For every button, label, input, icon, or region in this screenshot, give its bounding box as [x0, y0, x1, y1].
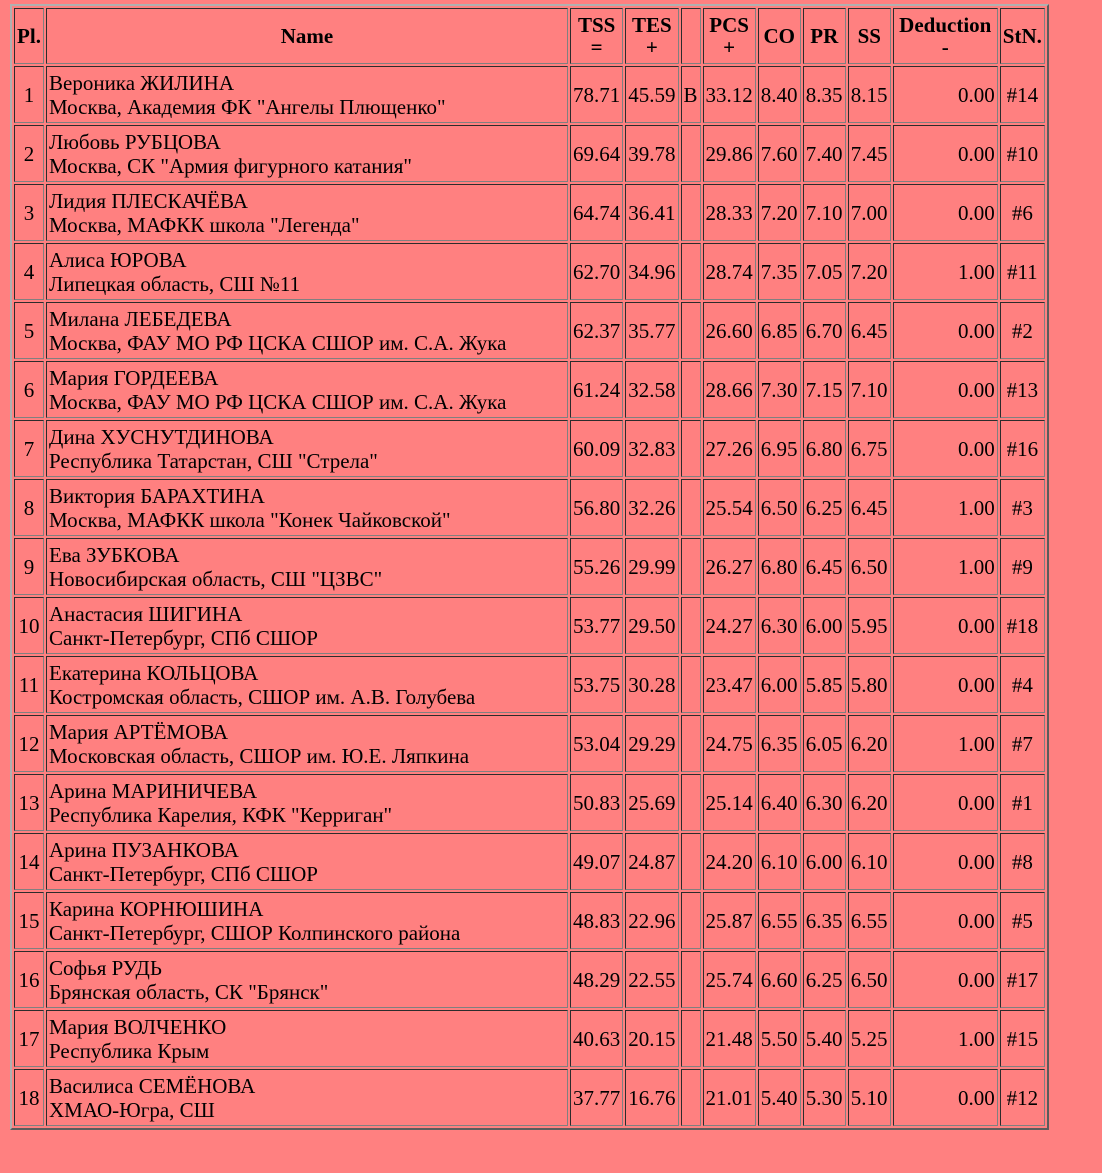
place-cell: 15 — [14, 892, 44, 949]
bonus-cell — [681, 1069, 701, 1126]
skater-club: Московская область, СШОР им. Ю.Е. Ляпкина — [49, 743, 470, 768]
deduction-cell: 0.00 — [893, 1069, 998, 1126]
start-number-cell: #5 — [1000, 892, 1045, 949]
place-cell: 5 — [14, 302, 44, 359]
tss-cell: 53.77 — [570, 597, 623, 654]
header-pcs-symbol: + — [723, 35, 736, 59]
skater-cell — [46, 302, 568, 359]
start-number-cell: #11 — [1000, 243, 1045, 300]
table-row — [14, 538, 1045, 595]
table-row — [14, 243, 1045, 300]
table-row — [14, 774, 1045, 831]
tss-cell: 40.63 — [570, 1010, 623, 1067]
pr-cell: 6.05 — [803, 715, 846, 772]
tss-cell: 37.77 — [570, 1069, 623, 1126]
place-cell: 8 — [14, 479, 44, 536]
deduction-cell: 1.00 — [893, 479, 998, 536]
co-cell: 6.35 — [758, 715, 801, 772]
tss-cell: 60.09 — [570, 420, 623, 477]
table-row — [14, 361, 1045, 418]
start-number-cell: #12 — [1000, 1069, 1045, 1126]
pcs-cell: 25.14 — [703, 774, 756, 831]
start-number-cell: #6 — [1000, 184, 1045, 241]
skater-name: Арина МАРИНИЧЕВА — [49, 778, 258, 803]
co-cell: 6.95 — [758, 420, 801, 477]
skater-cell — [46, 715, 568, 772]
start-number-cell: #18 — [1000, 597, 1045, 654]
skater-cell — [46, 1069, 568, 1126]
pr-cell: 6.25 — [803, 951, 846, 1008]
skater-club: Санкт-Петербург, СПб СШОР — [49, 625, 318, 650]
skater-name: Василиса СЕМЁНОВА — [49, 1073, 256, 1098]
table-row — [14, 1069, 1045, 1126]
tes-cell: 29.99 — [625, 538, 678, 595]
tes-cell: 32.58 — [625, 361, 678, 418]
place-cell: 11 — [14, 656, 44, 713]
deduction-cell: 0.00 — [893, 66, 998, 123]
deduction-cell: 0.00 — [893, 420, 998, 477]
pcs-cell: 28.66 — [703, 361, 756, 418]
skater-cell — [46, 243, 568, 300]
skater-name: Лидия ПЛЕСКАЧЁВА — [49, 188, 248, 213]
header-deduction — [893, 8, 998, 64]
header-deduction-label: Deduction — [899, 13, 992, 37]
tes-cell: 32.26 — [625, 479, 678, 536]
pcs-cell: 24.27 — [703, 597, 756, 654]
table-row — [14, 66, 1045, 123]
co-cell: 6.60 — [758, 951, 801, 1008]
ss-cell: 5.80 — [848, 656, 891, 713]
tes-cell: 25.69 — [625, 774, 678, 831]
pcs-cell: 25.87 — [703, 892, 756, 949]
ss-cell: 6.20 — [848, 774, 891, 831]
co-cell: 6.00 — [758, 656, 801, 713]
skater-cell — [46, 951, 568, 1008]
pcs-cell: 23.47 — [703, 656, 756, 713]
bonus-cell — [681, 479, 701, 536]
pr-cell: 6.70 — [803, 302, 846, 359]
skater-name: Екатерина КОЛЬЦОВА — [49, 660, 259, 685]
skater-name: Ева ЗУБКОВА — [49, 542, 180, 567]
tes-cell: 22.96 — [625, 892, 678, 949]
skater-club: Москва, Академия ФК "Ангелы Плющенко" — [49, 94, 446, 119]
header-stn: StN. — [1000, 8, 1045, 64]
bonus-cell — [681, 1010, 701, 1067]
pr-cell: 8.35 — [803, 66, 846, 123]
co-cell: 6.30 — [758, 597, 801, 654]
bonus-cell — [681, 302, 701, 359]
tss-cell: 49.07 — [570, 833, 623, 890]
skater-cell — [46, 479, 568, 536]
table-row — [14, 656, 1045, 713]
bonus-cell — [681, 833, 701, 890]
skater-club: Липецкая область, СШ №11 — [49, 271, 301, 296]
bonus-cell — [681, 361, 701, 418]
table-row — [14, 1010, 1045, 1067]
co-cell: 6.50 — [758, 479, 801, 536]
table-row — [14, 951, 1045, 1008]
skater-name: Милана ЛЕБЕДЕВА — [49, 306, 232, 331]
ss-cell: 6.75 — [848, 420, 891, 477]
tes-cell: 22.55 — [625, 951, 678, 1008]
place-cell: 14 — [14, 833, 44, 890]
tss-cell: 62.70 — [570, 243, 623, 300]
tss-cell: 56.80 — [570, 479, 623, 536]
tes-cell: 29.29 — [625, 715, 678, 772]
start-number-cell: #15 — [1000, 1010, 1045, 1067]
skater-cell — [46, 66, 568, 123]
skater-name: Арина ПУЗАНКОВА — [49, 837, 239, 862]
ss-cell: 6.45 — [848, 479, 891, 536]
place-cell: 17 — [14, 1010, 44, 1067]
pr-cell: 7.15 — [803, 361, 846, 418]
pr-cell: 6.45 — [803, 538, 846, 595]
co-cell: 5.50 — [758, 1010, 801, 1067]
co-cell: 6.85 — [758, 302, 801, 359]
place-cell: 4 — [14, 243, 44, 300]
place-cell: 1 — [14, 66, 44, 123]
pr-cell: 7.40 — [803, 125, 846, 182]
skater-club: Новосибирская область, СШ "ЦЗВС" — [49, 566, 383, 591]
header-tes — [625, 8, 678, 64]
pcs-cell: 29.86 — [703, 125, 756, 182]
tss-cell: 64.74 — [570, 184, 623, 241]
tes-cell: 24.87 — [625, 833, 678, 890]
co-cell: 6.40 — [758, 774, 801, 831]
tes-cell: 36.41 — [625, 184, 678, 241]
results-body — [14, 66, 1045, 1126]
tss-cell: 53.75 — [570, 656, 623, 713]
pcs-cell: 25.74 — [703, 951, 756, 1008]
place-cell: 12 — [14, 715, 44, 772]
pr-cell: 7.05 — [803, 243, 846, 300]
header-tss — [570, 8, 623, 64]
pcs-cell: 28.74 — [703, 243, 756, 300]
start-number-cell: #14 — [1000, 66, 1045, 123]
skater-cell — [46, 1010, 568, 1067]
deduction-cell: 0.00 — [893, 125, 998, 182]
bonus-cell — [681, 656, 701, 713]
header-place: Pl. — [14, 8, 44, 64]
place-cell: 2 — [14, 125, 44, 182]
skater-cell — [46, 774, 568, 831]
pr-cell: 6.00 — [803, 597, 846, 654]
deduction-cell: 1.00 — [893, 243, 998, 300]
deduction-cell: 0.00 — [893, 833, 998, 890]
place-cell: 18 — [14, 1069, 44, 1126]
table-row — [14, 597, 1045, 654]
ss-cell: 6.45 — [848, 302, 891, 359]
bonus-cell — [681, 951, 701, 1008]
bonus-cell — [681, 715, 701, 772]
header-bv — [681, 8, 701, 64]
header-co: CO — [758, 8, 801, 64]
skater-name: Виктория БАРАХТИНА — [49, 483, 265, 508]
skater-cell — [46, 184, 568, 241]
place-cell: 16 — [14, 951, 44, 1008]
skater-name: Дина ХУСНУТДИНОВА — [49, 424, 274, 449]
tes-cell: 35.77 — [625, 302, 678, 359]
skater-club: Республика Татарстан, СШ "Стрела" — [49, 448, 378, 473]
pcs-cell: 33.12 — [703, 66, 756, 123]
skater-club: Москва, СК "Армия фигурного катания" — [49, 153, 412, 178]
ss-cell: 7.20 — [848, 243, 891, 300]
skater-name: Карина КОРНЮШИНА — [49, 896, 264, 921]
ss-cell: 5.95 — [848, 597, 891, 654]
co-cell: 7.20 — [758, 184, 801, 241]
place-cell: 3 — [14, 184, 44, 241]
deduction-cell: 1.00 — [893, 1010, 998, 1067]
pr-cell: 6.25 — [803, 479, 846, 536]
skater-name: Вероника ЖИЛИНА — [49, 70, 234, 95]
deduction-cell: 0.00 — [893, 774, 998, 831]
place-cell: 6 — [14, 361, 44, 418]
skater-name: Софья РУДЬ — [49, 955, 162, 980]
tss-cell: 78.71 — [570, 66, 623, 123]
table-row — [14, 184, 1045, 241]
skater-cell — [46, 892, 568, 949]
deduction-cell: 0.00 — [893, 302, 998, 359]
skater-name: Любовь РУБЦОВА — [49, 129, 221, 154]
pr-cell: 5.40 — [803, 1010, 846, 1067]
skater-name: Анастасия ШИГИНА — [49, 601, 243, 626]
pr-cell: 6.80 — [803, 420, 846, 477]
start-number-cell: #17 — [1000, 951, 1045, 1008]
skater-club: Санкт-Петербург, СШОР Колпинского района — [49, 920, 461, 945]
pcs-cell: 26.27 — [703, 538, 756, 595]
tss-cell: 62.37 — [570, 302, 623, 359]
pcs-cell: 24.20 — [703, 833, 756, 890]
deduction-cell: 1.00 — [893, 538, 998, 595]
ss-cell: 6.55 — [848, 892, 891, 949]
place-cell: 13 — [14, 774, 44, 831]
table-row — [14, 833, 1045, 890]
skater-club: Санкт-Петербург, СПб СШОР — [49, 861, 318, 886]
deduction-cell: 0.00 — [893, 951, 998, 1008]
start-number-cell: #16 — [1000, 420, 1045, 477]
bonus-cell — [681, 597, 701, 654]
bonus-cell — [681, 774, 701, 831]
ss-cell: 5.25 — [848, 1010, 891, 1067]
tes-cell: 45.59 — [625, 66, 678, 123]
tss-cell: 55.26 — [570, 538, 623, 595]
bonus-cell — [681, 420, 701, 477]
co-cell: 6.55 — [758, 892, 801, 949]
skater-club: Москва, МАФКК школа "Конек Чайковской" — [49, 507, 451, 532]
ss-cell: 6.20 — [848, 715, 891, 772]
table-row — [14, 479, 1045, 536]
tss-cell: 69.64 — [570, 125, 623, 182]
skater-cell — [46, 420, 568, 477]
pcs-cell: 28.33 — [703, 184, 756, 241]
pcs-cell: 21.48 — [703, 1010, 756, 1067]
co-cell: 8.40 — [758, 66, 801, 123]
bonus-cell — [681, 184, 701, 241]
pr-cell: 5.85 — [803, 656, 846, 713]
co-cell: 6.10 — [758, 833, 801, 890]
ss-cell: 7.00 — [848, 184, 891, 241]
start-number-cell: #1 — [1000, 774, 1045, 831]
table-row — [14, 715, 1045, 772]
pr-cell: 7.10 — [803, 184, 846, 241]
header-name: Name — [46, 8, 568, 64]
skater-name: Мария ГОРДЕЕВА — [49, 365, 219, 390]
tes-cell: 16.76 — [625, 1069, 678, 1126]
place-cell: 10 — [14, 597, 44, 654]
start-number-cell: #4 — [1000, 656, 1045, 713]
deduction-cell: 0.00 — [893, 656, 998, 713]
pcs-cell: 21.01 — [703, 1069, 756, 1126]
tes-cell: 32.83 — [625, 420, 678, 477]
skater-club: Республика Карелия, КФК "Керриган" — [49, 802, 393, 827]
tss-cell: 61.24 — [570, 361, 623, 418]
header-tss-symbol: = — [590, 35, 603, 59]
bonus-cell — [681, 243, 701, 300]
tss-cell: 50.83 — [570, 774, 623, 831]
table-row — [14, 892, 1045, 949]
tss-cell: 48.83 — [570, 892, 623, 949]
deduction-cell: 0.00 — [893, 361, 998, 418]
pr-cell: 6.30 — [803, 774, 846, 831]
start-number-cell: #13 — [1000, 361, 1045, 418]
skater-name: Мария АРТЁМОВА — [49, 719, 229, 744]
bonus-cell — [681, 538, 701, 595]
header-ss: SS — [848, 8, 891, 64]
skater-cell — [46, 656, 568, 713]
pcs-cell: 25.54 — [703, 479, 756, 536]
skater-club: Москва, МАФКК школа "Легенда" — [49, 212, 360, 237]
deduction-cell: 0.00 — [893, 892, 998, 949]
table-row — [14, 302, 1045, 359]
pcs-cell: 27.26 — [703, 420, 756, 477]
header-deduction-symbol: - — [941, 35, 949, 59]
co-cell: 7.60 — [758, 125, 801, 182]
tes-cell: 29.50 — [625, 597, 678, 654]
tss-cell: 53.04 — [570, 715, 623, 772]
tes-cell: 34.96 — [625, 243, 678, 300]
header-tes-symbol: + — [645, 35, 658, 59]
pr-cell: 6.35 — [803, 892, 846, 949]
start-number-cell: #2 — [1000, 302, 1045, 359]
header-pcs — [703, 8, 756, 64]
pcs-cell: 26.60 — [703, 302, 756, 359]
skater-cell — [46, 833, 568, 890]
tes-cell: 39.78 — [625, 125, 678, 182]
start-number-cell: #10 — [1000, 125, 1045, 182]
ss-cell: 7.45 — [848, 125, 891, 182]
skater-name: Алиса ЮРОВА — [49, 247, 187, 272]
skater-club: Москва, ФАУ МО РФ ЦСКА СШОР им. С.А. Жука — [49, 389, 507, 414]
skater-club: Костромская область, СШОР им. А.В. Голубева — [49, 684, 476, 709]
ss-cell: 7.10 — [848, 361, 891, 418]
co-cell: 7.35 — [758, 243, 801, 300]
skater-club: Республика Крым — [49, 1038, 210, 1063]
start-number-cell: #8 — [1000, 833, 1045, 890]
start-number-cell: #9 — [1000, 538, 1045, 595]
tss-cell: 48.29 — [570, 951, 623, 1008]
place-cell: 7 — [14, 420, 44, 477]
co-cell: 6.80 — [758, 538, 801, 595]
pcs-cell: 24.75 — [703, 715, 756, 772]
table-row — [14, 125, 1045, 182]
co-cell: 7.30 — [758, 361, 801, 418]
ss-cell: 5.10 — [848, 1069, 891, 1126]
skater-name: Мария ВОЛЧЕНКО — [49, 1014, 227, 1039]
header-row — [14, 8, 1045, 64]
skater-cell — [46, 538, 568, 595]
deduction-cell: 0.00 — [893, 184, 998, 241]
pr-cell: 5.30 — [803, 1069, 846, 1126]
header-pr: PR — [803, 8, 846, 64]
start-number-cell: #7 — [1000, 715, 1045, 772]
skater-cell — [46, 361, 568, 418]
deduction-cell: 0.00 — [893, 597, 998, 654]
ss-cell: 6.50 — [848, 951, 891, 1008]
tes-cell: 20.15 — [625, 1010, 678, 1067]
header-tss-label: TSS — [577, 13, 616, 37]
bonus-cell — [681, 892, 701, 949]
deduction-cell: 1.00 — [893, 715, 998, 772]
bonus-cell — [681, 125, 701, 182]
tes-cell: 30.28 — [625, 656, 678, 713]
skater-cell — [46, 125, 568, 182]
ss-cell: 8.15 — [848, 66, 891, 123]
header-tes-label: TES — [632, 13, 672, 37]
skater-cell — [46, 597, 568, 654]
table-row — [14, 420, 1045, 477]
ss-cell: 6.10 — [848, 833, 891, 890]
start-number-cell: #3 — [1000, 479, 1045, 536]
ss-cell: 6.50 — [848, 538, 891, 595]
header-pcs-label: PCS — [709, 13, 749, 37]
co-cell: 5.40 — [758, 1069, 801, 1126]
results-table — [10, 4, 1049, 1130]
skater-club: ХМАО-Югра, СШ — [49, 1097, 215, 1122]
pr-cell: 6.00 — [803, 833, 846, 890]
place-cell: 9 — [14, 538, 44, 595]
skater-club: Брянская область, СК "Брянск" — [49, 979, 329, 1004]
skater-club: Москва, ФАУ МО РФ ЦСКА СШОР им. С.А. Жука — [49, 330, 507, 355]
bonus-cell: B — [681, 66, 701, 123]
